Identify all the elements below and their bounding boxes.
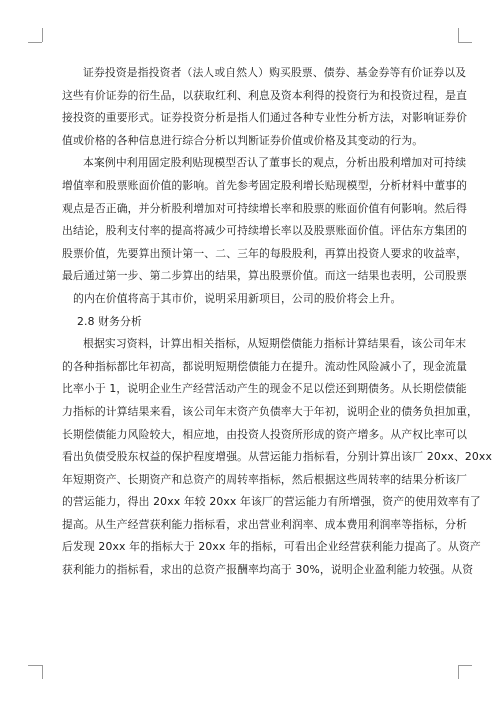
- text-line: 提高。从生产经营获利能力指标看，求出营业利润率、成本费用利润率等指标，分析: [62, 517, 468, 531]
- text-line: 年短期资产、长期资产和总资产的周转率指标，然后根据这些周转率的结果分析该厂: [62, 472, 468, 486]
- text-line: 的营运能力，得出 20xx 年较 20xx 年该厂的营运能力有所增强，资产的使用效率有了: [62, 495, 481, 509]
- text-line: 最后通过第一步、第二步算出的结果，算出股票价值。而这一结果也表明，公司股票: [62, 269, 468, 283]
- crop-mark-bottom-right-h: [458, 665, 472, 666]
- text-line: 看出负债受股东权益的保护程度增强。从营运能力指标看，分别计算出该厂 20xx、20xx: [62, 450, 493, 464]
- text-line: 的各种指标都比年初高，都说明短期偿债能力在提升。流动性风险减小了，现金流量: [62, 359, 468, 373]
- text-line: 这些有价证券的衍生品，以获取红利、利息及资本利得的投资行为和投资过程，是直: [62, 88, 468, 102]
- paragraph-financial-analysis: [62, 333, 493, 582]
- text-line: 出结论，股利支付率的提高将减少可持续增长率以及股票账面价值。评估东方集团的: [62, 224, 468, 238]
- text-line: 增值率和股票账面价值的影响。首先参考固定股利增长贴现模型，分析材料中董事的: [62, 178, 468, 192]
- crop-mark-bottom-right-v: [458, 665, 459, 679]
- paragraph-securities-investment: [62, 62, 468, 152]
- text-line: 证券投资是指投资者（法人或自然人）购买股票、债券、基金券等有价证券以及: [83, 66, 467, 79]
- text-line: 的内在价值将高于其市价，说明采用新项目，公司的股价将会上升。: [73, 291, 402, 305]
- text-line: 接投资的重要形式。证券投资分析是指人们通过各种专业性分析方法，对影响证券价: [62, 111, 468, 125]
- crop-mark-top-right-h: [458, 42, 472, 43]
- text-line: 获利能力的指标看，求出的总资产报酬率均高于 30%，说明企业盈利能力较强。从资: [62, 563, 474, 577]
- text-line: 根据实习资料，计算出相关指标，从短期偿债能力指标计算结果看，该公司年末: [83, 337, 467, 351]
- text-line: 后发现 20xx 年的指标大于 20xx 年的指标，可看出企业经营获利能力提高了。从资产: [62, 540, 481, 554]
- crop-mark-top-left-v: [42, 28, 43, 42]
- text-line: 力指标的计算结果来看，该公司年末资产负债率大于年初，说明企业的债务负担加重，: [62, 404, 478, 418]
- text-line: 本案例中利用固定股利贴现模型否认了董事长的观点，分析出股利增加对可持续: [83, 156, 467, 170]
- crop-mark-top-left-h: [28, 42, 42, 43]
- body-text: [62, 62, 493, 582]
- text-line: 值或价格的各种信息进行综合分析以判断证券价值或价格及其变动的行为。: [62, 133, 424, 147]
- text-line: 长期偿债能力风险较大，相应地，由投资人投资所形成的资产增多。从产权比率可以: [62, 427, 468, 441]
- crop-mark-bottom-left-v: [42, 665, 43, 679]
- section-heading: 2.8 财务分析: [77, 314, 142, 328]
- text-line: 比率小于 1，说明企业生产经营活动产生的现金不足以偿还到期债务。从长期偿债能: [62, 382, 467, 396]
- crop-mark-bottom-left-h: [28, 665, 42, 666]
- text-line: 观点是否正确，并分析股利增加对可持续增长率和股票的账面价值有何影响。然后得: [62, 201, 468, 215]
- paragraph-case-study: [62, 152, 468, 310]
- crop-mark-top-right-v: [458, 28, 459, 42]
- text-line: 股票价值，先要算出预计第一、二、三年的每股股利，再算出投资人要求的收益率，: [62, 246, 468, 260]
